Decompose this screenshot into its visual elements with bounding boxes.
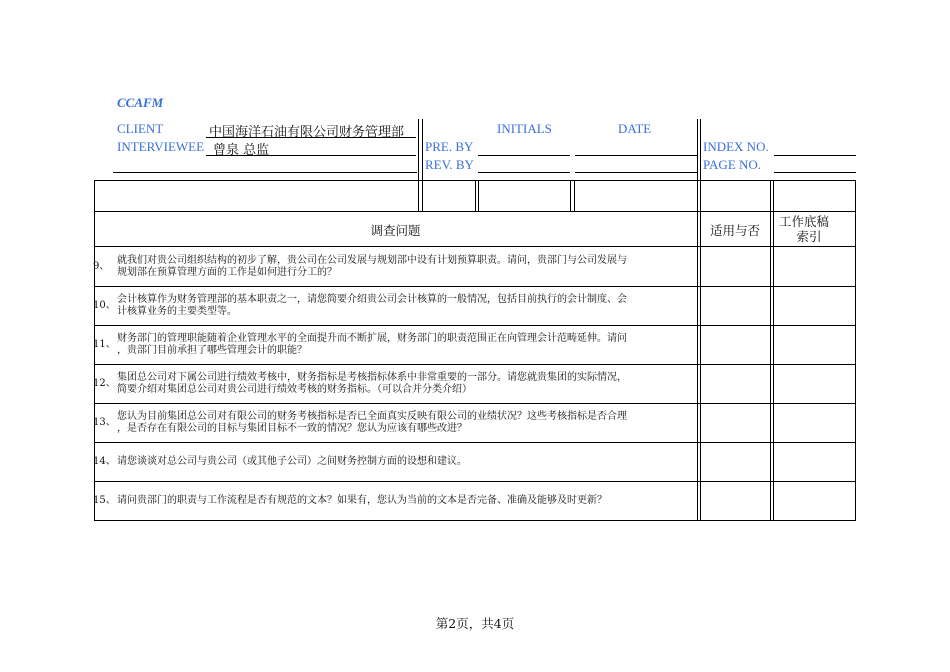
rev-by-label: REV. BY [425,157,474,172]
table-header-bottom [94,246,856,247]
question-text [117,411,699,435]
divider [422,119,423,181]
pre-by-label: PRE. BY [425,139,474,154]
question-line: 请您谈谈对总公司与贵公司（或其他子公司）之间财务控制方面的设想和建议。 [117,456,467,467]
rev-by-date-line [575,172,697,173]
question-text [117,333,699,357]
divider [697,119,698,181]
question-line: 财务部门的管理职能随着企业管理水平的全面提升而不断扩展，财务部门的职责范围正在向管理会计范畴延伸。请问 [117,333,627,344]
col-divider [418,180,419,211]
question-text [117,294,699,318]
question-line: 会计核算作为财务管理部的基本职责之一，请您简要介绍贵公司会计核算的一般情况，包括目前执行的会计制度、会 [117,294,627,305]
col-divider [475,180,476,211]
page-footer: 第2页，共4页 [435,616,515,631]
col-divider [770,180,771,520]
question-text [117,456,699,468]
question-number: 11、 [93,339,116,350]
divider [418,119,419,181]
question-number: 12、 [93,378,116,389]
client-underline [206,137,416,138]
question-text [117,495,699,507]
divider [700,119,701,181]
question-line: ，贵部门目前承担了哪些管理会计的职能？ [117,345,307,356]
rev-by-initials-line [478,172,570,173]
page-no-label: PAGE NO. [703,157,762,172]
client-label: CLIENT [117,121,164,136]
question-line: 简要介绍对集团总公司对贵公司进行绩效考核的财务指标。（可以合并分类介绍） [117,384,472,395]
question-line: 请问贵部门的职责与工作流程是否有规范的文本？如果有，您认为当前的文本是否完备、准确及能够及时更新？ [117,495,607,506]
column-header-workpaper [773,214,835,244]
question-line: 您认为目前集团总公司对有限公司的财务考核指标是否已全面真实反映有限公司的业绩状况？这些考核指标是否合理 [117,411,627,422]
interviewee-label: INTERVIEWEE [117,139,205,154]
question-line: 计核算业务的主要类型等。 [117,306,237,317]
col-divider [570,180,571,211]
client-value: 中国海洋石油有限公司财务管理部 [209,125,405,140]
initials-label: INITIALS [497,121,552,136]
question-line: 规划部在预算管理方面的工作是如何进行分工的？ [117,267,337,278]
table-right-border [855,180,856,520]
index-no-line [774,155,856,156]
page-no-line [774,172,856,173]
interviewee-underline [206,155,416,156]
question-number: 10、 [93,300,116,311]
index-no-label: INDEX NO. [703,139,769,154]
row-divider [94,481,856,482]
row-divider [94,403,856,404]
column-header-workpaper-line2: 索引 [796,229,822,244]
col-divider [574,180,575,211]
brand-logo: CCAFM [117,95,164,110]
row-divider [94,364,856,365]
col-divider [422,180,423,211]
pre-by-date-line [575,155,697,156]
date-label: DATE [618,121,652,136]
interviewee-value: 曾泉 总监 [213,143,270,158]
row-divider [94,286,856,287]
header-bottom-line [113,172,417,173]
question-line: ，是否存在有限公司的目标与集团目标不一致的情况？您认为应该有哪些改进？ [117,423,467,434]
question-number: 14、 [93,456,116,467]
question-number: 15、 [93,495,116,506]
question-number: 13、 [93,417,116,428]
row-divider [94,325,856,326]
column-header-workpaper-line1: 工作底稿 [778,214,829,229]
table-header-top [94,211,856,212]
question-text [117,372,699,396]
table-bottom-border [94,520,856,521]
pre-by-initials-line [478,155,570,156]
col-divider [478,180,479,211]
question-text [117,255,699,279]
question-number: 9、 [93,261,110,272]
question-line: 集团总公司对下属公司进行绩效考核中，财务指标是考核指标体系中非常重要的一部分。请您就贵集团的实际情况， [117,372,627,383]
question-line: 就我们对贵公司组织结构的初步了解，贵公司在公司发展与规划部中设有计划预算职责。请问，贵部门与公司发展与 [117,255,627,266]
column-header-applicable: 适用与否 [709,223,760,238]
row-divider [94,442,856,443]
column-header-question: 调查问题 [370,223,421,238]
